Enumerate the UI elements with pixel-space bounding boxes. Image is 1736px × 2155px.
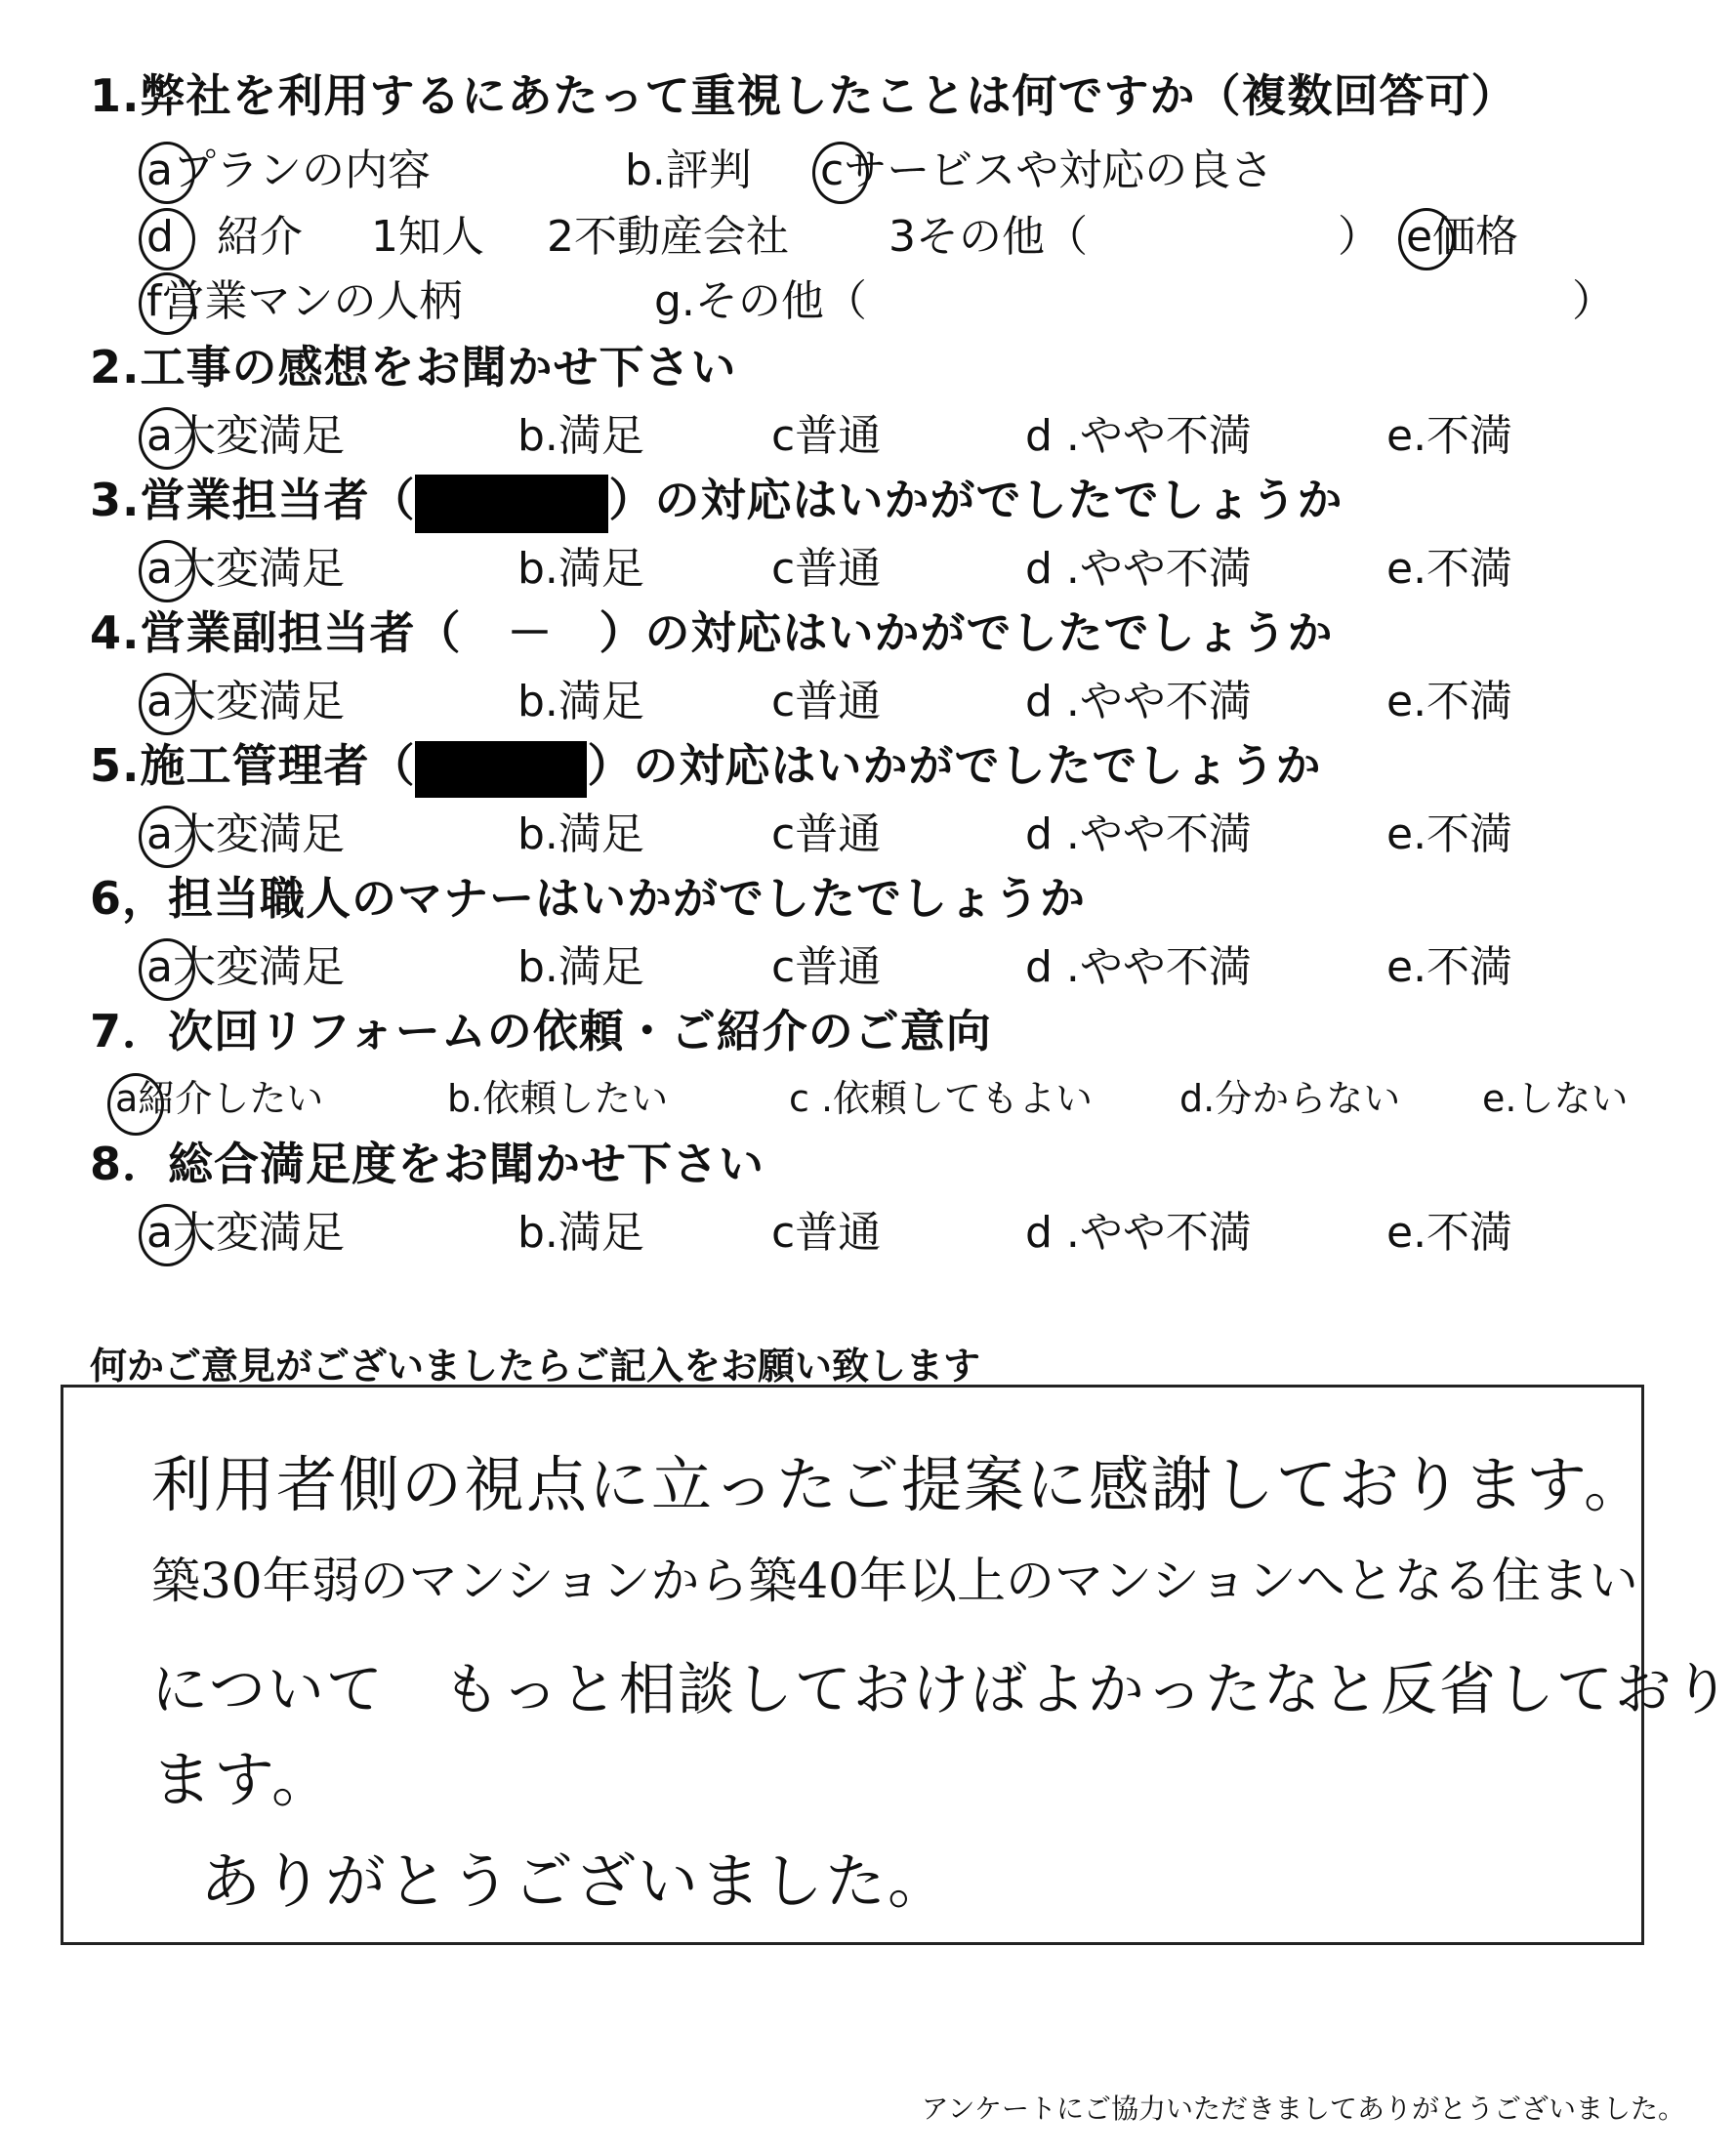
q1-option-a-circled[interactable]: a xyxy=(146,145,173,195)
q7-option-a-label: 紹介したい xyxy=(138,1077,324,1120)
question-1-title: 1.弊社を利用するにあたって重視したことは何ですか（複数回答可） xyxy=(90,69,1517,122)
q3-option-a-circled[interactable]: a xyxy=(146,544,173,594)
q2-option-a-label: 大変満足 xyxy=(172,411,345,461)
q6-option-b[interactable]: b.満足 xyxy=(517,942,644,992)
q1-option-b[interactable]: b.評判 xyxy=(625,145,752,195)
q2-option-c[interactable]: c普通 xyxy=(771,411,882,461)
q6-option-a-circled[interactable]: a xyxy=(146,942,173,992)
question-5-title xyxy=(90,730,1321,798)
q1-option-g-close: ） xyxy=(1572,276,1615,326)
q1-d-sub-3[interactable]: 3その他（ xyxy=(889,212,1088,262)
q4-option-e[interactable]: e.不満 xyxy=(1386,677,1513,726)
q7-option-c[interactable]: c .依頼してもよい xyxy=(789,1077,1094,1120)
q7-option-d[interactable]: d.分からない xyxy=(1179,1077,1401,1120)
q8-option-a-label: 大変満足 xyxy=(172,1208,345,1258)
q5-option-c[interactable]: c普通 xyxy=(771,809,882,859)
q3-option-d[interactable]: d .やや不満 xyxy=(1025,544,1252,594)
q6-option-d[interactable]: d .やや不満 xyxy=(1025,942,1252,992)
q5-option-b[interactable]: b.満足 xyxy=(517,809,644,859)
q2-option-b[interactable]: b.満足 xyxy=(517,411,644,461)
q1-option-e-circled[interactable]: e xyxy=(1406,212,1433,262)
footer-thanks: アンケートにご協力いただきましてありがとうございました。 xyxy=(921,2093,1685,2125)
question-8-title: 8．総合満足度をお聞かせ下さい xyxy=(90,1138,765,1190)
comment-line-4: ます。 xyxy=(151,1744,335,1815)
q3-option-b[interactable]: b.満足 xyxy=(517,544,644,594)
q8-option-d[interactable]: d .やや不満 xyxy=(1025,1208,1252,1258)
q1-option-c-circled[interactable]: c xyxy=(820,145,845,195)
q5-title-prefix: 5.施工管理者（ xyxy=(90,739,416,792)
question-3-title xyxy=(90,465,1343,533)
q5-title-suffix: ）の対応はいかがでしたでしょうか xyxy=(587,739,1322,792)
q1-option-e-label: 価格 xyxy=(1432,212,1519,262)
comment-prompt: 何かご意見がございましたらご記入をお願い致します xyxy=(90,1345,981,1388)
q1-d-sub-1[interactable]: 1知人 xyxy=(371,212,484,262)
q6-option-c[interactable]: c普通 xyxy=(771,942,882,992)
comment-line-1: 利用者側の視点に立ったご提案に感謝しております。 xyxy=(151,1449,1647,1520)
q1-option-d-circled[interactable]: d xyxy=(146,212,174,262)
q4-option-a-circled[interactable]: a xyxy=(146,677,173,726)
q2-option-a-circled[interactable]: a xyxy=(146,411,173,461)
question-6-title: 6，担当職人のマナーはいかがでしたでしょうか xyxy=(90,872,1087,925)
question-7-title: 7．次回リフォームの依頼・ご紹介のご意向 xyxy=(90,1005,992,1057)
redacted-name-box xyxy=(415,475,608,533)
q7-option-b[interactable]: b.依頼したい xyxy=(447,1077,669,1120)
q3-option-e[interactable]: e.不満 xyxy=(1386,544,1513,594)
comment-line-5: ありがとうございました。 xyxy=(200,1845,951,1917)
q8-option-c[interactable]: c普通 xyxy=(771,1208,882,1258)
q5-option-a-label: 大変満足 xyxy=(172,809,345,859)
q4-option-a-label: 大変満足 xyxy=(172,677,345,726)
q2-option-d[interactable]: d .やや不満 xyxy=(1025,411,1252,461)
q3-title-prefix: 3.営業担当者（ xyxy=(90,474,416,526)
q4-option-b[interactable]: b.満足 xyxy=(517,677,644,726)
question-2-title: 2.工事の感想をお聞かせ下さい xyxy=(90,341,737,394)
q4-option-c[interactable]: c普通 xyxy=(771,677,882,726)
q7-option-a-circled[interactable]: a xyxy=(115,1077,139,1120)
q3-option-a-label: 大変満足 xyxy=(172,544,345,594)
q1-option-f-circled[interactable]: f xyxy=(146,276,162,326)
comment-line-2: 築30年弱のマンションから築40年以上のマンションへとなる住まい xyxy=(151,1553,1638,1609)
q2-option-e[interactable]: e.不満 xyxy=(1386,411,1513,461)
q8-option-a-circled[interactable]: a xyxy=(146,1208,173,1258)
q5-option-a-circled[interactable]: a xyxy=(146,809,173,859)
q1-option-f-label: 営業マンの人柄 xyxy=(161,276,463,326)
redacted-name-box xyxy=(415,741,587,798)
comment-line-3: について もっと相談しておけばよかったなと反省しており xyxy=(151,1656,1732,1722)
q1-option-d-label: 紹介 xyxy=(216,212,303,262)
q3-title-suffix: ）の対応はいかがでしたでしょうか xyxy=(608,474,1343,526)
q5-option-e[interactable]: e.不満 xyxy=(1386,809,1513,859)
q8-option-e[interactable]: e.不満 xyxy=(1386,1208,1513,1258)
comment-box[interactable] xyxy=(61,1385,1732,1945)
question-4-title: 4.営業副担当者（ － ）の対応はいかがでしたでしょうか xyxy=(90,606,1334,659)
q1-option-a-label: プランの内容 xyxy=(172,145,431,195)
q8-option-b[interactable]: b.満足 xyxy=(517,1208,644,1258)
q1-option-c-label: サービスや対応の良さ xyxy=(844,145,1274,195)
q1-d-sub-2[interactable]: 2不動産会社 xyxy=(547,212,789,262)
q1-d-sub-3-close: ） xyxy=(1338,212,1381,262)
q7-option-e[interactable]: e.しない xyxy=(1482,1077,1629,1120)
q3-option-c[interactable]: c普通 xyxy=(771,544,882,594)
q1-option-g[interactable]: g.その他（ xyxy=(654,276,867,326)
q6-option-e[interactable]: e.不満 xyxy=(1386,942,1513,992)
q4-option-d[interactable]: d .やや不満 xyxy=(1025,677,1252,726)
q5-option-d[interactable]: d .やや不満 xyxy=(1025,809,1252,859)
q6-option-a-label: 大変満足 xyxy=(172,942,345,992)
